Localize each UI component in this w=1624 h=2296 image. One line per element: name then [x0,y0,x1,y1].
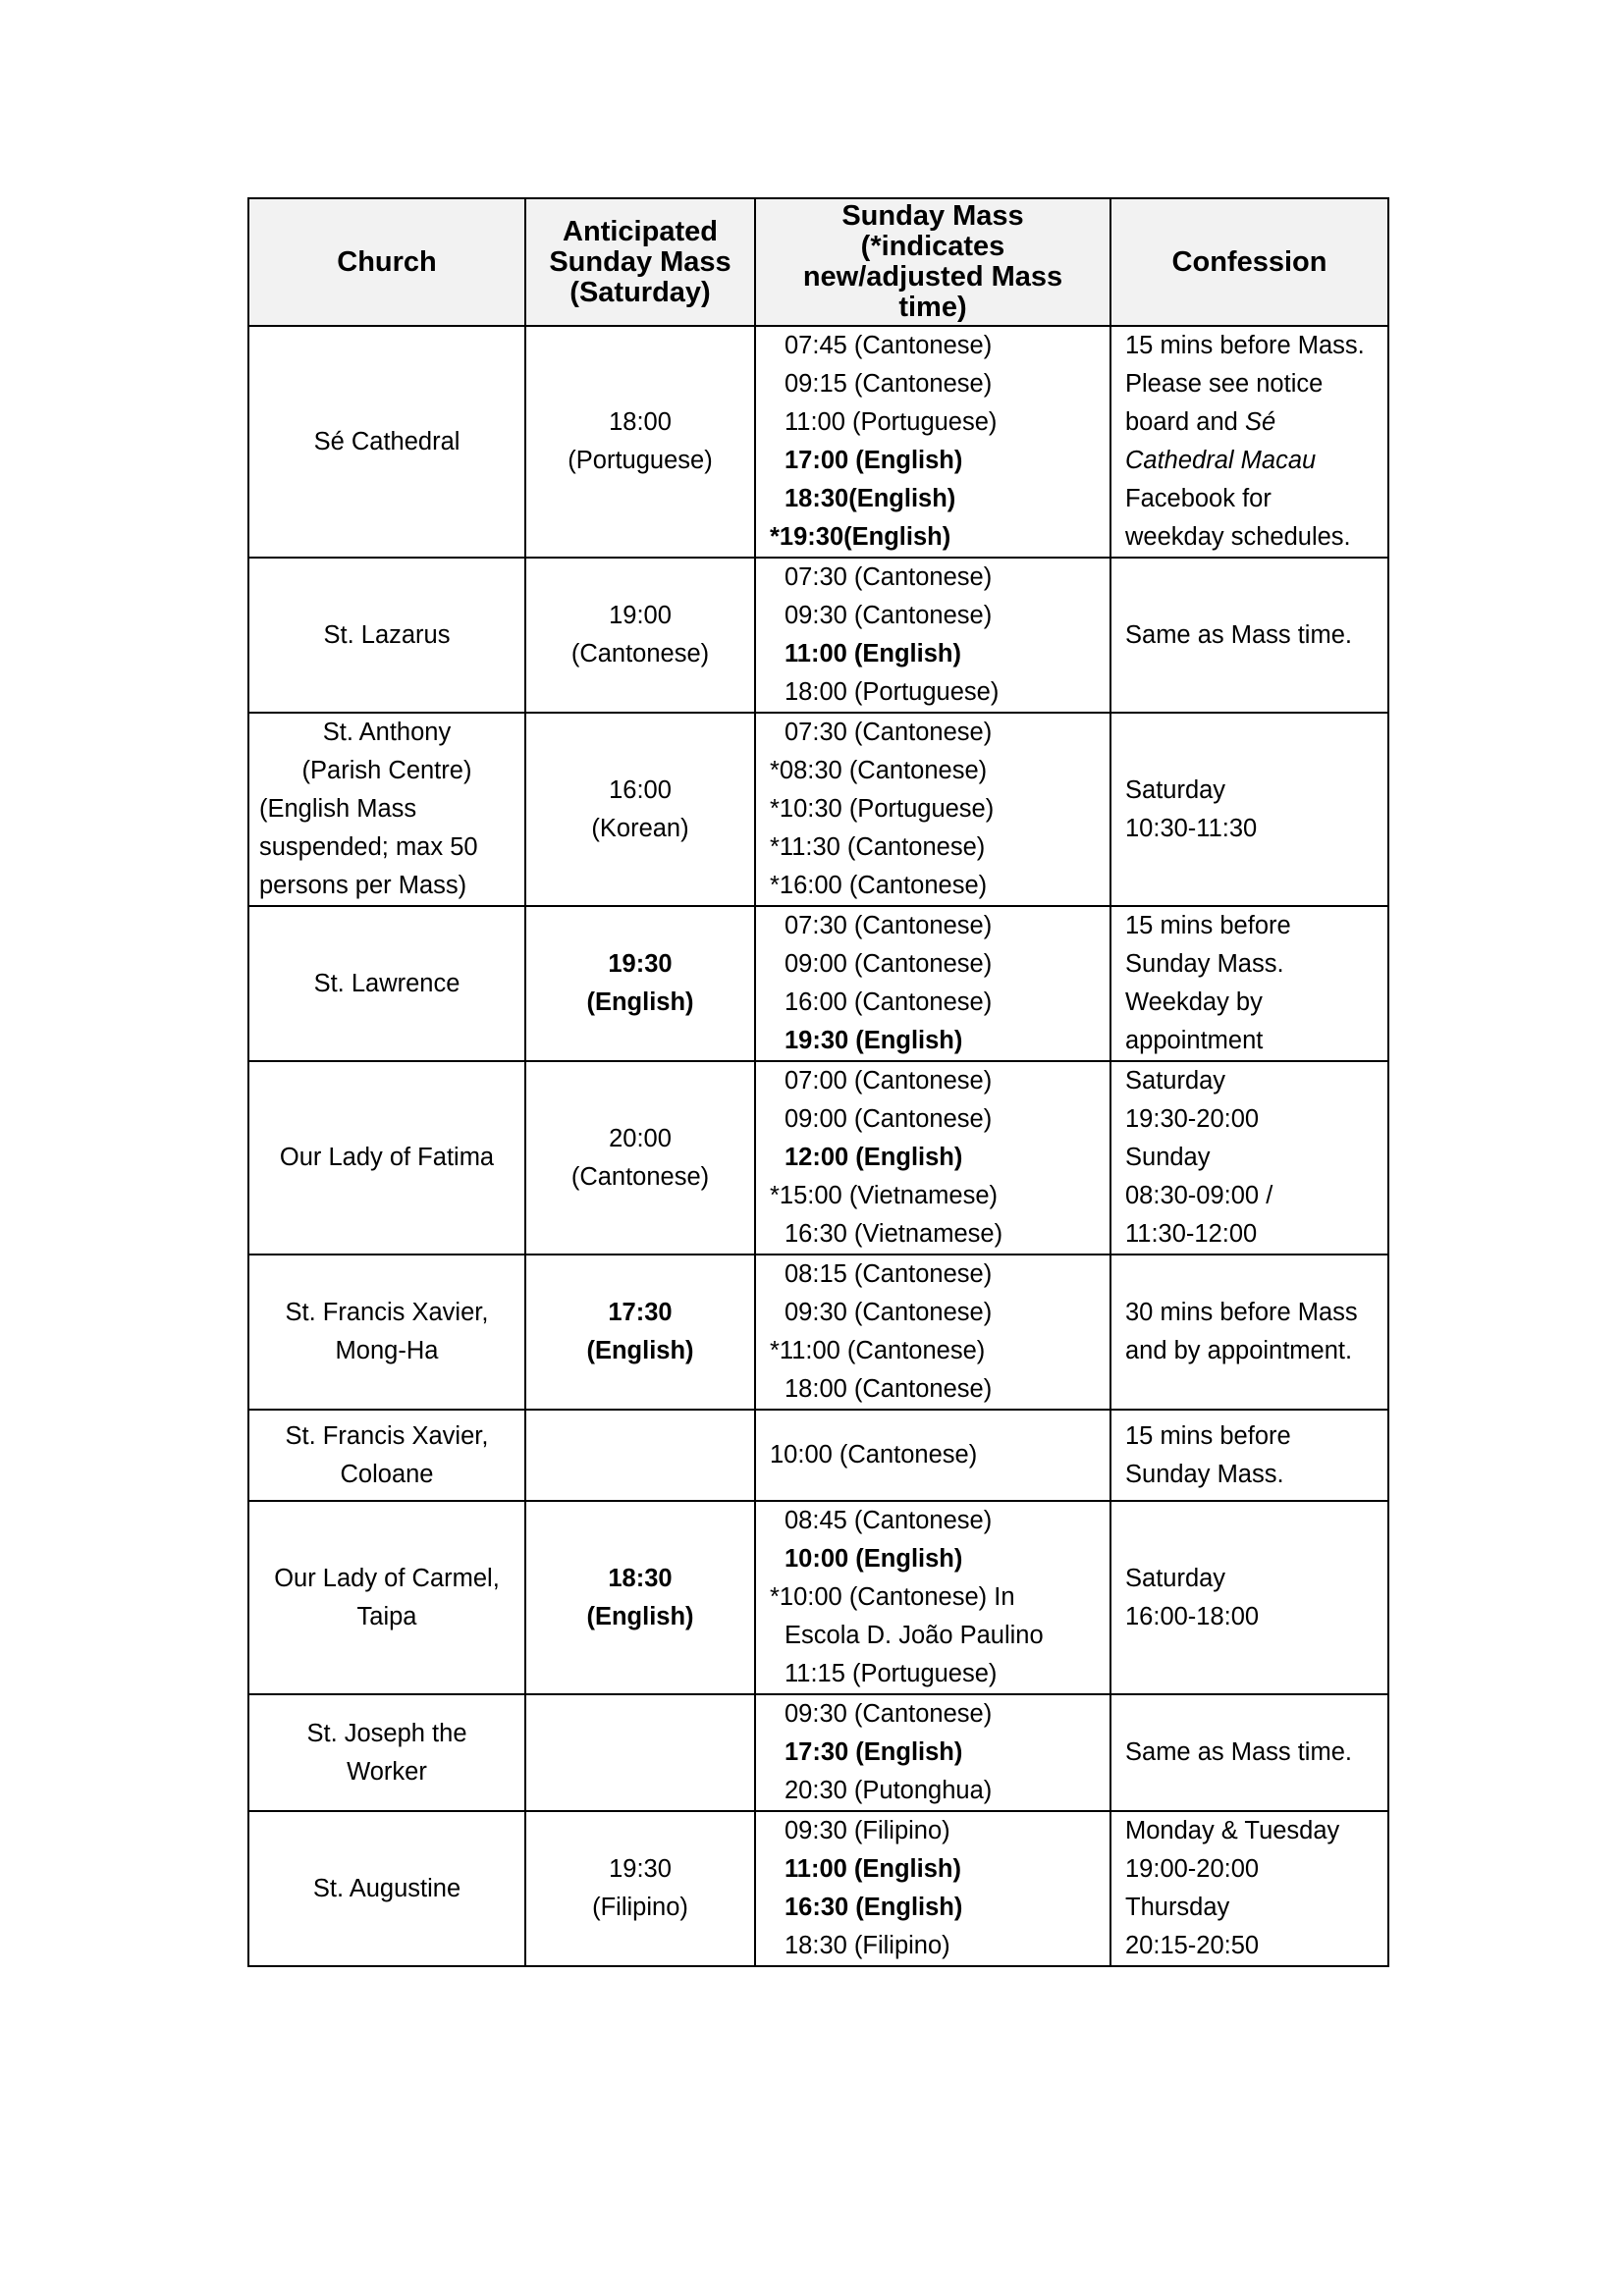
confession-line: Please see notice [1125,370,1324,398]
confession-line: 16:00-18:00 [1125,1602,1260,1630]
sunday-mass-time: 07:30 (Cantonese) [785,563,993,591]
sunday-cell [755,1501,1110,1694]
confession-line: weekday schedules. [1125,523,1351,551]
confession-line: Saturday [1125,1564,1226,1592]
sunday-mass-time: 19:30 (English) [785,1027,963,1054]
sunday-mass-time: 09:30 (Filipino) [785,1817,950,1844]
church-name: St. Francis Xavier, [285,1299,489,1326]
anticipated-cell [525,713,755,906]
anticipated-language: (Cantonese) [570,640,710,667]
sunday-mass-time: 07:30 (Cantonese) [785,719,993,746]
confession-text: board and [1125,408,1245,436]
anticipated-language: (Korean) [591,814,689,842]
sunday-mass-time: 09:30 (Cantonese) [785,602,993,629]
confession-cell [1110,1410,1388,1501]
sunday-cell [755,558,1110,713]
anticipated-cell [525,326,755,558]
table-row [248,1255,1388,1410]
table-row [248,1694,1388,1811]
sunday-mass-time: 07:30 (Cantonese) [785,912,993,939]
confession-cell [1110,558,1388,713]
header-sunday-line: Sunday Mass [841,200,1024,232]
anticipated-language: (English) [586,1602,694,1630]
table-row [248,1501,1388,1694]
confession-line: 15 mins before [1125,1421,1291,1450]
confession-line: Sunday [1125,1144,1211,1171]
anticipated-language: (Filipino) [592,1894,688,1921]
confession-cell [1110,1255,1388,1410]
sunday-mass-time: *19:30(English) [770,523,951,551]
confession-line: 11:30-12:00 [1125,1220,1258,1248]
header-anticipated-line: Anticipated [563,215,718,247]
confession-line: Saturday [1125,775,1226,804]
church-cell [248,1061,525,1255]
confession-cell [1110,713,1388,906]
header-row [248,198,1388,326]
sunday-mass-time: 11:00 (English) [785,1855,961,1883]
confession-line: 15 mins before [1125,912,1291,939]
confession-line: 10:30-11:30 [1125,814,1258,842]
sunday-mass-time: 10:00 (Cantonese) [770,1441,978,1468]
sunday-mass-time: 11:00 (Portuguese) [785,408,998,436]
anticipated-time: 20:00 [609,1124,672,1152]
sunday-mass-time: 09:15 (Cantonese) [785,370,993,398]
sunday-cell [755,713,1110,906]
church-name: St. Anthony [322,719,452,746]
sunday-mass-time: 17:00 (English) [785,447,963,474]
confession-line: Thursday [1125,1894,1230,1921]
sunday-cell [755,1694,1110,1811]
sunday-mass-time: 11:00 (English) [785,640,961,667]
sunday-mass-time: 18:00 (Cantonese) [785,1375,993,1403]
confession-facebook-name: Cathedral Macau [1125,447,1317,474]
confession-line: Saturday [1125,1067,1226,1095]
anticipated-language: (Portuguese) [568,447,713,474]
anticipated-cell [525,558,755,713]
anticipated-cell [525,1694,755,1811]
confession-facebook-name: Sé [1244,408,1276,436]
table-row [248,906,1388,1061]
sunday-mass-time: 12:00 (English) [785,1144,963,1171]
header-anticipated-line: (Saturday) [569,276,711,308]
confession-line [1125,403,1381,442]
church-cell [248,1255,525,1410]
sunday-cell [755,1255,1110,1410]
church-note: (English Mass [259,795,417,823]
church-name: St. Joseph the [306,1719,467,1747]
sunday-mass-time: *10:00 (Cantonese) In [770,1583,1015,1611]
church-cell [248,326,525,558]
sunday-mass-time: 18:30 (Filipino) [785,1932,950,1959]
church-cell [248,713,525,906]
anticipated-language: (Cantonese) [570,1162,710,1191]
header-anticipated-line: Sunday Mass [549,245,731,278]
sunday-mass-time: *08:30 (Cantonese) [770,757,988,784]
confession-cell [1110,1811,1388,1966]
church-name: Sé Cathedral [313,427,460,455]
confession-cell [1110,1501,1388,1694]
sunday-mass-time: 16:30 (Vietnamese) [785,1220,1003,1248]
table-row [248,558,1388,713]
sunday-mass-time: *11:00 (Cantonese) [770,1337,986,1364]
header-sunday-line: (*indicates [860,231,1005,262]
confession-cell [1110,1694,1388,1811]
church-name: Mong-Ha [335,1337,439,1364]
confession-line: 20:15-20:50 [1125,1932,1260,1959]
sunday-mass-time: 18:00 (Portuguese) [785,678,1000,706]
header-sunday-line: new/adjusted Mass [802,261,1063,293]
anticipated-cell [525,1501,755,1694]
confession-line: 19:30-20:00 [1125,1105,1260,1133]
table-row [248,1410,1388,1501]
confession-line: Sunday Mass. [1125,1460,1284,1488]
sunday-cell [755,1410,1110,1501]
sunday-mass-time: 20:30 (Putonghua) [785,1777,993,1804]
church-name: St. Francis Xavier, [285,1421,489,1450]
sunday-mass-time: 11:15 (Portuguese) [785,1660,998,1687]
church-cell [248,1694,525,1811]
church-name: St. Lawrence [313,969,460,997]
church-name: St. Lazarus [323,620,451,649]
church-cell [248,1410,525,1501]
church-cell [248,558,525,713]
sunday-mass-time: 18:30(English) [785,485,956,512]
table-row [248,1811,1388,1966]
sunday-cell [755,326,1110,558]
header-confession-label: Confession [1171,245,1327,278]
church-name: Our Lady of Fatima [279,1144,495,1171]
confession-line: 08:30-09:00 / [1125,1182,1273,1209]
sunday-cell [755,1061,1110,1255]
confession-line: and by appointment. [1125,1337,1353,1364]
confession-cell [1110,906,1388,1061]
header-sunday-line: time) [898,292,967,323]
table-row [248,326,1388,558]
confession-line: appointment [1125,1027,1264,1054]
sunday-mass-time: 09:30 (Cantonese) [785,1700,993,1728]
sunday-mass-time: *11:30 (Cantonese) [770,833,986,861]
anticipated-time: 17:30 [608,1299,673,1326]
sunday-mass-time: *10:30 (Portuguese) [770,795,995,823]
church-cell [248,1501,525,1694]
header-church-label: Church [337,245,437,278]
sunday-mass-time: 16:00 (Cantonese) [785,988,993,1016]
sunday-mass-time: 08:45 (Cantonese) [785,1507,993,1534]
confession-line: Weekday by [1125,988,1263,1016]
sunday-mass-time: 17:30 (English) [785,1738,963,1766]
sunday-mass-time: 07:45 (Cantonese) [785,332,993,359]
sunday-mass-time: *15:00 (Vietnamese) [770,1182,999,1209]
sunday-mass-time: *16:00 (Cantonese) [770,872,988,899]
sunday-mass-time: 08:15 (Cantonese) [785,1260,993,1288]
anticipated-cell [525,906,755,1061]
header-confession [1110,198,1388,326]
church-name: (Parish Centre) [301,757,472,784]
anticipated-time: 19:00 [609,602,672,629]
header-church [248,198,525,326]
sunday-cell [755,1811,1110,1966]
church-note: persons per Mass) [259,872,467,899]
anticipated-time: 19:30 [609,1855,672,1883]
header-anticipated [525,198,755,326]
sunday-mass-time: 07:00 (Cantonese) [785,1067,993,1095]
confession-line: Sunday Mass. [1125,950,1284,978]
church-cell [248,1811,525,1966]
sunday-mass-time: 09:00 (Cantonese) [785,950,993,978]
church-name: Coloane [340,1460,434,1488]
header-sunday [755,198,1110,326]
table-row [248,1061,1388,1255]
sunday-mass-time: Escola D. João Paulino [785,1622,1044,1649]
anticipated-language: (English) [586,988,694,1016]
anticipated-time: 18:30 [608,1564,673,1592]
church-name: Taipa [356,1602,417,1630]
confession-cell [1110,1061,1388,1255]
anticipated-language: (English) [586,1337,694,1364]
confession-line: Same as Mass time. [1125,1738,1352,1766]
sunday-mass-time: 09:00 (Cantonese) [785,1105,993,1133]
anticipated-time: 19:30 [608,950,673,978]
church-name: St. Augustine [312,1874,461,1902]
church-cell [248,906,525,1061]
confession-line: 15 mins before Mass. [1125,332,1365,359]
sunday-mass-time: 16:30 (English) [785,1894,963,1921]
anticipated-cell [525,1255,755,1410]
anticipated-cell [525,1410,755,1501]
church-name: Worker [347,1757,427,1786]
confession-cell [1110,326,1388,558]
church-note: suspended; max 50 [259,833,478,861]
confession-line: Facebook for [1125,485,1272,512]
mass-schedule-table [247,197,1389,1967]
sunday-mass-time: 10:00 (English) [785,1545,963,1573]
anticipated-cell [525,1811,755,1966]
confession-line: 19:00-20:00 [1125,1855,1260,1883]
confession-line: 30 mins before Mass [1125,1299,1358,1326]
confession-line: Monday & Tuesday [1125,1817,1340,1844]
anticipated-cell [525,1061,755,1255]
church-name: Our Lady of Carmel, [274,1564,500,1592]
sunday-mass-time: 09:30 (Cantonese) [785,1299,993,1326]
anticipated-time: 16:00 [609,775,672,804]
table-row [248,713,1388,906]
anticipated-time: 18:00 [609,408,672,436]
confession-line: Same as Mass time. [1125,620,1352,649]
sunday-cell [755,906,1110,1061]
